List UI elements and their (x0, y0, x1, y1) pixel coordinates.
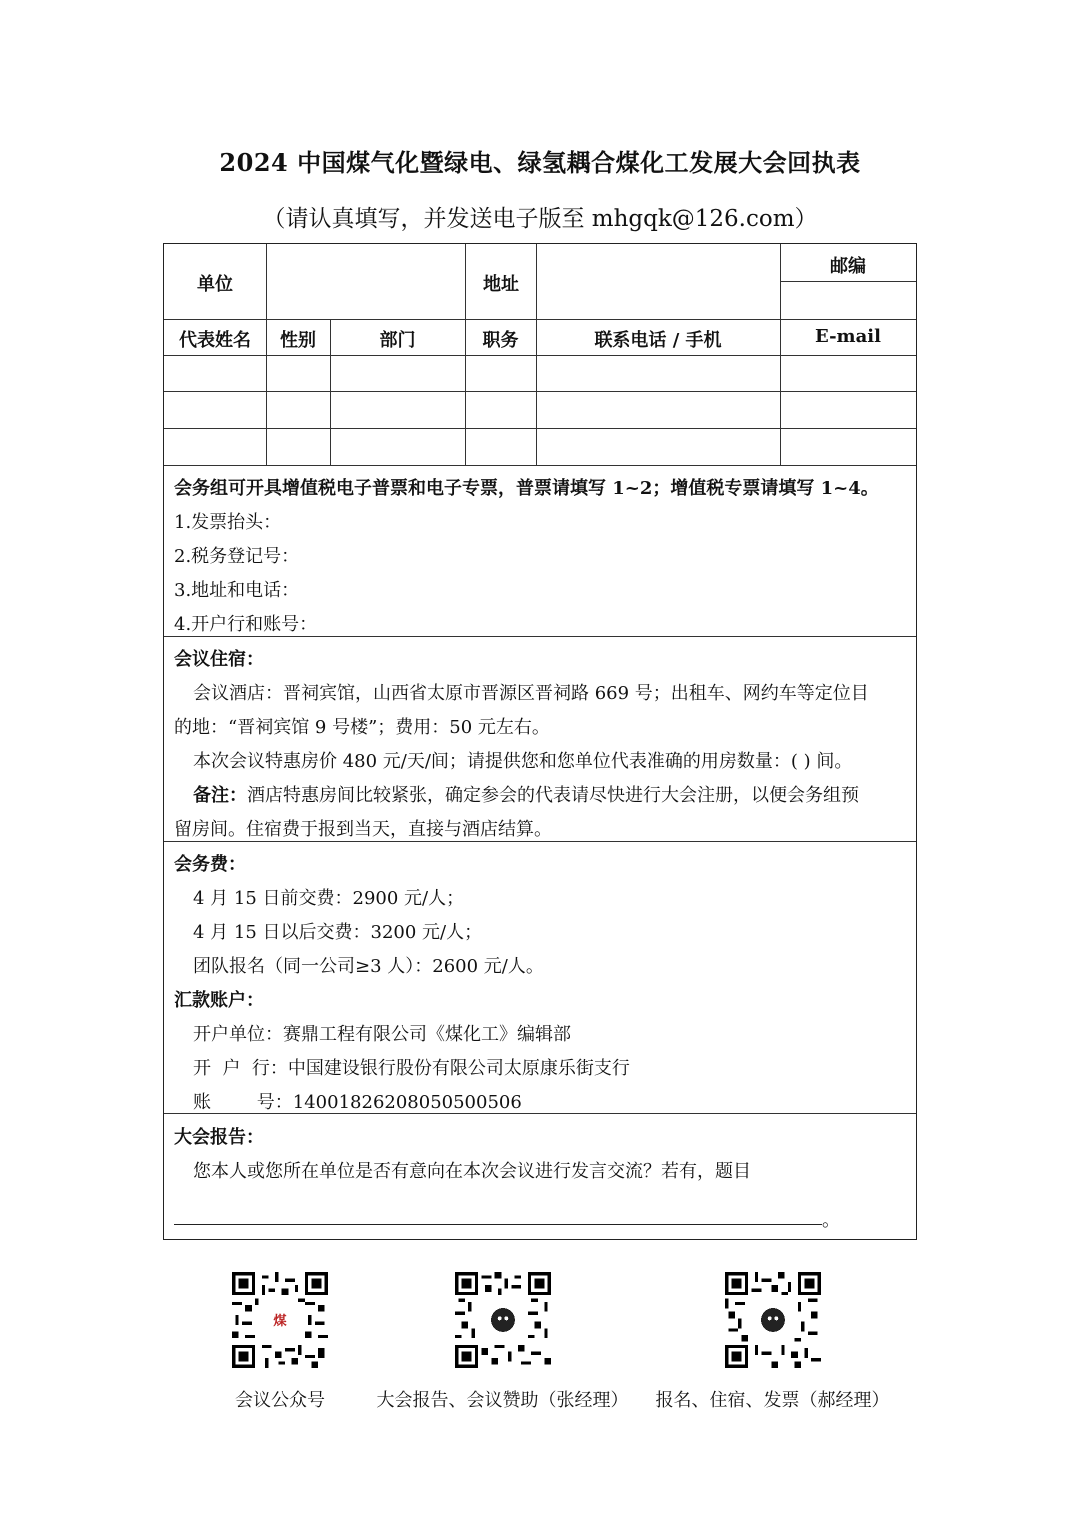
form-subtitle: （请认真填写，并发送电子版至 mhgqk@126.com） (262, 206, 818, 232)
qr-caption-official-account: 会议公众号 (235, 1390, 325, 1411)
form-title: 2024 中国煤气化暨绿电、绿氢耦合煤化工发展大会回执表 (219, 148, 861, 177)
invoice-item-address-phone: 3.地址和电话： (174, 580, 300, 601)
report-heading: 大会报告： (174, 1127, 264, 1148)
table-row[interactable] (164, 392, 916, 428)
account-number: 账 号：14001826208050500506 (193, 1092, 522, 1113)
note-label: 备注： (193, 785, 247, 806)
lodging-room-rate: 本次会议特惠房价 480 元/天/间；请提供您和您单位代表准确的用房数量：( ) 间。 (193, 751, 853, 772)
header-department: 部门 (379, 330, 416, 351)
lodging-note-line2: 留房间。住宿费于报到当天，直接与酒店结算。 (174, 819, 552, 840)
svg-text:煤: 煤 (273, 1313, 287, 1329)
table-row[interactable] (164, 429, 916, 465)
lodging-heading: 会议住宿： (174, 649, 264, 670)
lodging-hotel-line1: 会议酒店：晋祠宾馆，山西省太原市晋源区晋祠路 669 号；出租车、网约车等定位目 (193, 683, 869, 704)
address-input[interactable] (537, 245, 779, 318)
qr-block-official-account (200, 1272, 360, 1412)
invoice-item-title: 1.发票抬头： (174, 512, 282, 533)
qr-block-registration (650, 1272, 895, 1412)
account-payee: 开户单位：赛鼎工程有限公司《煤化工》编辑部 (193, 1024, 571, 1045)
lodging-hotel-line2: 的地：“晋祠宾馆 9 号楼”；费用：50 元左右。 (174, 717, 550, 738)
qr-code-icon (455, 1272, 551, 1368)
note-text: 酒店特惠房间比较紧张，确定参会的代表请尽快进行大会注册，以便会务组预 (247, 785, 859, 806)
registration-form-table (163, 243, 917, 1240)
fees-heading: 会务费： (174, 854, 246, 875)
invoice-item-tax-id: 2.税务登记号： (174, 546, 300, 567)
table-row[interactable] (164, 356, 916, 391)
qr-caption-report-sponsor: 大会报告、会议赞助（张经理） (376, 1390, 629, 1411)
address-label: 地址 (483, 274, 519, 295)
header-rep-name: 代表姓名 (179, 330, 251, 351)
invoice-heading: 会务组可开具增值税电子普票和电子专票，普票请填写 1~2；增值税专票请填写 1~4。 (174, 478, 879, 499)
postcode-label: 邮编 (830, 256, 866, 277)
invoice-item-bank-account: 4.开户行和账号： (174, 614, 318, 635)
unit-label: 单位 (197, 274, 233, 295)
lodging-note-line1 (193, 781, 859, 807)
header-position: 职务 (482, 330, 519, 351)
header-email: E-mail (815, 326, 881, 347)
account-heading: 汇款账户： (174, 990, 264, 1011)
report-title-blank-line[interactable] (174, 1224, 822, 1225)
report-end-mark: 。 (822, 1210, 840, 1231)
fee-late: 4 月 15 日以后交费：3200 元/人； (193, 922, 483, 943)
fee-early: 4 月 15 日前交费：2900 元/人； (193, 888, 465, 909)
header-gender: 性别 (280, 330, 316, 351)
fee-group: 团队报名（同一公司≥3 人）：2600 元/人。 (193, 956, 544, 977)
report-question: 您本人或您所在单位是否有意向在本次会议进行发言交流？若有，题目 (193, 1161, 751, 1182)
unit-input[interactable] (267, 245, 464, 318)
qr-block-report-sponsor (360, 1272, 645, 1412)
qr-code-icon (232, 1272, 328, 1368)
account-bank: 开 户 行：中国建设银行股份有限公司太原康乐街支行 (193, 1058, 630, 1079)
postcode-input[interactable] (781, 283, 915, 318)
qr-caption-registration: 报名、住宿、发票（郝经理） (655, 1390, 890, 1411)
qr-code-icon (725, 1272, 821, 1368)
header-phone: 联系电话 / 手机 (594, 330, 722, 351)
